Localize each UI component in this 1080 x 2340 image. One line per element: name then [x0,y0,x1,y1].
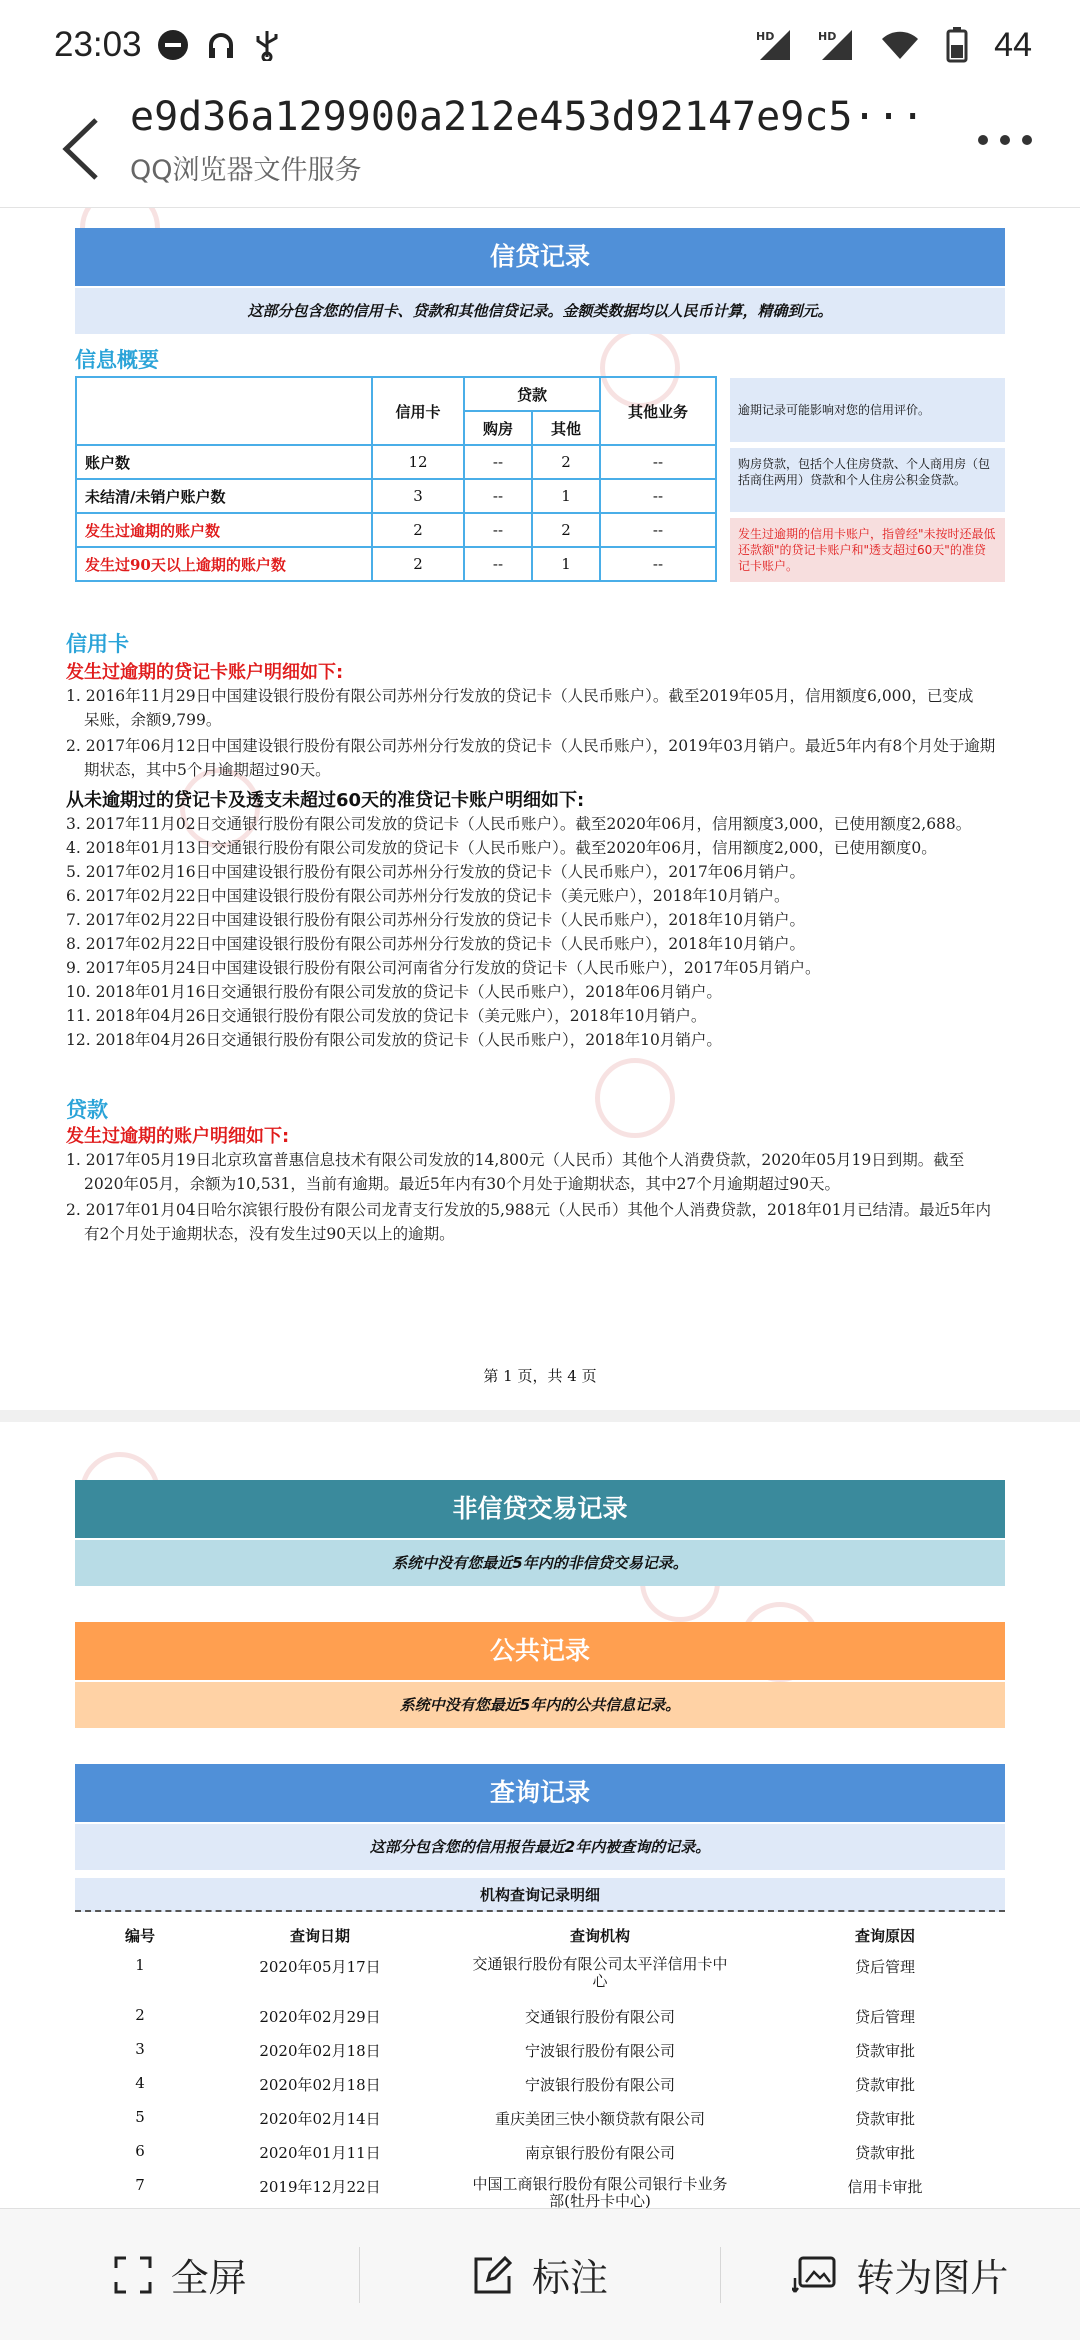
header-other: 其他 [532,411,600,445]
list-item: 10. 2018年01月16日交通银行股份有限公司发放的贷记卡（人民币账户），2018年06月销户。 [66,983,722,1001]
credit-record-header: 信贷记录 [75,228,1005,286]
list-item: 5. 2017年02月16日中国建设银行股份有限公司苏州分行发放的贷记卡（人民币账户），2017年06月销户。 [66,863,806,881]
list-item: 6. 2017年02月22日中国建设银行股份有限公司苏州分行发放的贷记卡（美元账户），2018年10月销户。 [66,887,790,905]
table-row: 7 2019年12月22日 中国工商银行股份有限公司银行卡业务部(牡丹卡中心) 信用卡审批 [135,2175,923,2208]
query-table: 编号 查询日期 查询机构 查询原因 1 2020年05月17日 交通银行股份有限公司太平洋信用卡中心 贷后管理 2 2020年02月29日 交通银行股份有限公司 贷后管理 3 2020年02月18日 宁波银行股份有限公司 贷款审批 4 2020年02月18日 宁波银行股份有限公司 贷款审批 5 2020年02月14日 重庆美团三快小额贷款有限公司 贷款审批 6 2020年01月11日 南京银行股份有限公司 贷款审批 7 2019年12月22日 中国工商银行股份有限公司银行卡业务部(牡丹卡中心) 信用卡审批 [75,1918,1005,2208]
list-item: 3. 2017年11月02日交通银行股份有限公司发放的贷记卡（人民币账户）。截至2020年06月，信用额度3,000，已使用额度2,688。 [66,815,972,833]
list-item: 9. 2017年05月24日中国建设银行股份有限公司河南省分行发放的贷记卡（人民币账户），2017年05月销户。 [66,959,821,977]
list-item: 1. 2016年11月29日中国建设银行股份有限公司苏州分行发放的贷记卡（人民币账户）。截至2019年05月，信用额度6,000，已变成 [66,687,974,705]
table-row: 4 2020年02月18日 宁波银行股份有限公司 贷款审批 [135,2074,915,2094]
note-overdue-cc: 发生过逾期的信用卡账户，指曾经"未按时还最低还款额"的贷记卡账户和"透支超过60天"的准贷记卡账户。 [730,518,1005,582]
overview-title: 信息概要 [75,348,159,372]
list-item: 1. 2017年05月19日北京玖富普惠信息技术有限公司发放的14,800元（人民币）其他个人消费贷款，2020年05月19日到期。截至 [66,1151,965,1169]
list-item: 2020年05月，余额为10,531，当前有逾期。最近5年内有30个月处于逾期状态，其中27个月逾期超过90天。 [84,1175,840,1193]
public-record-header: 公共记录 [75,1622,1005,1680]
status-time: 23:03 [54,25,142,64]
file-title: e9d36a129900a212e453d92147e9c5··· [130,94,925,140]
annotate-button[interactable] [360,2245,719,2305]
file-subtitle: QQ浏览器文件服务 [130,155,362,186]
query-table-title: 机构查询记录明细 [75,1878,1005,1912]
fullscreen-label: 全屏 [170,2256,247,2300]
battery-icon [946,27,968,63]
title-bar [0,90,1080,208]
list-item: 2. 2017年01月04日哈尔滨银行股份有限公司龙青支行发放的5,988元（人民币）其他个人消费贷款，2018年01月已结清。最近5年内 [66,1201,992,1219]
query-record-subtitle: 这部分包含您的信用报告最近2年内被查询的记录。 [75,1824,1005,1870]
table-row: 账户数 12 -- 2 -- [76,445,716,479]
table-row: 1 2020年05月17日 交通银行股份有限公司太平洋信用卡中心 贷后管理 [135,1955,915,1990]
headphone-icon [206,30,236,60]
header-loan: 贷款 [464,377,600,411]
to-image-button[interactable] [721,2245,1080,2305]
header-credit-card: 信用卡 [372,377,464,445]
signal-hd-icon-2 [818,28,854,62]
battery-level: 44 [994,25,1032,64]
document-page-2 [0,1422,1080,2208]
bottom-toolbar [0,2208,1080,2340]
svg-text:HD: HD [756,30,775,43]
credit-card-title: 信用卡 [66,632,129,656]
signal-hd-icon [756,28,792,62]
noncredit-subtitle: 系统中没有您最近5年内的非信贷交易记录。 [75,1540,1005,1586]
credit-record-subtitle: 这部分包含您的信用卡、贷款和其他信贷记录。金额类数据均以人民币计算，精确到元。 [75,288,1005,334]
more-options-icon[interactable] [978,135,1032,145]
list-item: 4. 2018年01月13日交通银行股份有限公司发放的贷记卡（人民币账户）。截至2020年06月，信用额度2,000，已使用额度0。 [66,839,937,857]
public-record-subtitle: 系统中没有您最近5年内的公共信息记录。 [75,1682,1005,1728]
edit-icon [472,2254,514,2296]
to-image-label: 转为图片 [856,2256,1009,2300]
note-housing: 购房贷款，包括个人住房贷款、个人商用房（包括商住两用）贷款和个人住房公积金贷款。 [730,448,1005,512]
list-item: 7. 2017年02月22日中国建设银行股份有限公司苏州分行发放的贷记卡（人民币账户），2018年10月销户。 [66,911,806,929]
usb-icon [254,29,280,61]
list-item: 8. 2017年02月22日中国建设银行股份有限公司苏州分行发放的贷记卡（人民币账户），2018年10月销户。 [66,935,806,953]
noncredit-header: 非信贷交易记录 [75,1480,1005,1538]
cc-normal-heading: 从未逾期过的贷记卡及透支未超过60天的准贷记卡账户明细如下: [66,790,585,811]
table-row: 2 2020年02月29日 交通银行股份有限公司 贷后管理 [135,2006,915,2026]
list-item: 呆账，余额9,799。 [84,711,222,729]
list-item: 期状态，其中5个月逾期超过90天。 [84,761,331,779]
header-housing: 购房 [464,411,532,445]
list-item: 12. 2018年04月26日交通银行股份有限公司发放的贷记卡（人民币账户），2018年10月销户。 [66,1031,722,1049]
table-row: 3 2020年02月18日 宁波银行股份有限公司 贷款审批 [135,2040,915,2060]
svg-text:HD: HD [818,30,837,43]
list-item: 2. 2017年06月12日中国建设银行股份有限公司苏州分行发放的贷记卡（人民币账户），2019年03月销户。最近5年内有8个月处于逾期 [66,737,996,755]
table-row: 未结清/未销户账户数 3 -- 1 -- [76,479,716,513]
do-not-disturb-icon [158,30,188,60]
page-number: 第 1 页，共 4 页 [483,1367,597,1385]
watermark-seal [595,1058,675,1138]
document-viewer[interactable] [0,208,1080,2208]
cc-overdue-heading: 发生过逾期的贷记卡账户明细如下: [66,662,344,683]
table-row: 发生过逾期的账户数 2 -- 2 -- [76,513,716,547]
loans-title: 贷款 [66,1098,108,1122]
overview-table [75,376,717,582]
status-bar [0,0,1080,90]
document-page-1 [0,208,1080,1410]
note-overdue: 逾期记录可能影响对您的信用评价。 [730,378,1005,442]
fullscreen-button[interactable] [0,2245,359,2305]
loan-overdue-heading: 发生过逾期的账户明细如下: [66,1126,290,1147]
list-item: 11. 2018年04月26日交通银行股份有限公司发放的贷记卡（美元账户），2018年10月销户。 [66,1007,707,1025]
table-row: 发生过90天以上逾期的账户数 2 -- 1 -- [76,547,716,581]
fullscreen-icon [113,2255,153,2295]
list-item: 有2个月处于逾期状态，没有发生过90天以上的逾期。 [84,1225,455,1243]
table-row: 5 2020年02月14日 重庆美团三快小额贷款有限公司 贷款审批 [135,2108,915,2128]
annotate-label: 标注 [531,2256,608,2300]
wifi-icon [880,29,920,61]
header-other-business: 其他业务 [600,377,716,445]
query-record-header: 查询记录 [75,1764,1005,1822]
image-convert-icon [792,2254,838,2296]
table-row: 6 2020年01月11日 南京银行股份有限公司 贷款审批 [135,2142,915,2162]
back-arrow-icon[interactable] [56,114,108,184]
